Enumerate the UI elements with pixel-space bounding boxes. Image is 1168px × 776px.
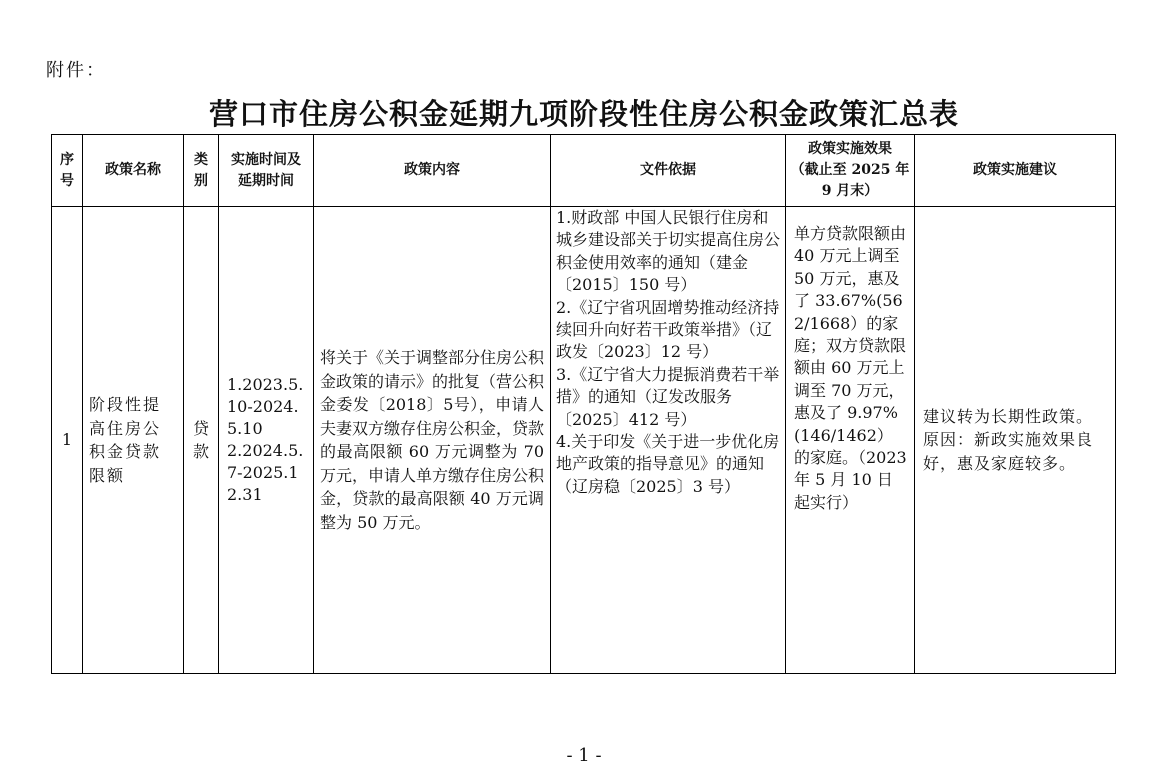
row-category: 贷 款 bbox=[184, 207, 219, 674]
policy-table bbox=[51, 134, 1116, 674]
row-effect: 单方贷款限额由 40 万元上调至 50 万元，惠及了 33.67%(562/1668）的家庭；双方贷款限额由 60 万元上调至 70 万元，惠及了 9.97%(146/1462）的家庭。（2023 年 5 月 10 日起实行） bbox=[786, 207, 915, 674]
page-title: 营口市住房公积金延期九项阶段性住房公积金政策汇总表 bbox=[208, 97, 959, 131]
row-period: 1.2023.5.10-2024.5.10 2.2024.5.7-2025.12.31 bbox=[219, 207, 314, 674]
table-row bbox=[52, 207, 1116, 674]
row-content: 将关于《关于调整部分住房公积金政策的请示》的批复（营公积金委发〔2018〕5号），申请人夫妻双方缴存住房公积金，贷款的最高限额 60 万元调整为 70 万元，申请人单方缴存住房公积金，贷款的最高限额 40 万元调整为 50 万元。 bbox=[314, 207, 551, 674]
header-basis: 文件依据 bbox=[551, 135, 786, 207]
row-advice: 建议转为长期性政策。 原因：新政实施效果良好，惠及家庭较多。 bbox=[915, 207, 1116, 674]
row-basis: 1.财政部 中国人民银行住房和城乡建设部关于切实提高住房公积金使用效率的通知（建金〔2015〕150 号） 2.《辽宁省巩固增势推动经济持续回升向好若干政策举措》（辽政发〔2023〕12 号） 3.《辽宁省大力提振消费若干举措》的通知（辽发改服务〔2025〕412 号） 4.关于印发《关于进一步优化房地产政策的指导意见》的通知（辽房稳〔2025〕3 号） bbox=[551, 207, 786, 674]
table-header-row bbox=[52, 135, 1116, 207]
header-effect: 政策实施效果 （截止至 2025 年 9 月末） bbox=[786, 135, 915, 207]
attachment-label: 附件： bbox=[46, 60, 106, 81]
row-index: 1 bbox=[52, 207, 83, 674]
header-policy-name: 政策名称 bbox=[83, 135, 184, 207]
header-advice: 政策实施建议 bbox=[915, 135, 1116, 207]
page-number: - 1 - bbox=[566, 745, 602, 766]
header-index: 序 号 bbox=[52, 135, 83, 207]
header-category: 类 别 bbox=[184, 135, 219, 207]
header-content: 政策内容 bbox=[314, 135, 551, 207]
row-policy-name: 阶段性提高住房公积金贷款限额 bbox=[83, 207, 184, 674]
header-period: 实施时间及 延期时间 bbox=[219, 135, 314, 207]
